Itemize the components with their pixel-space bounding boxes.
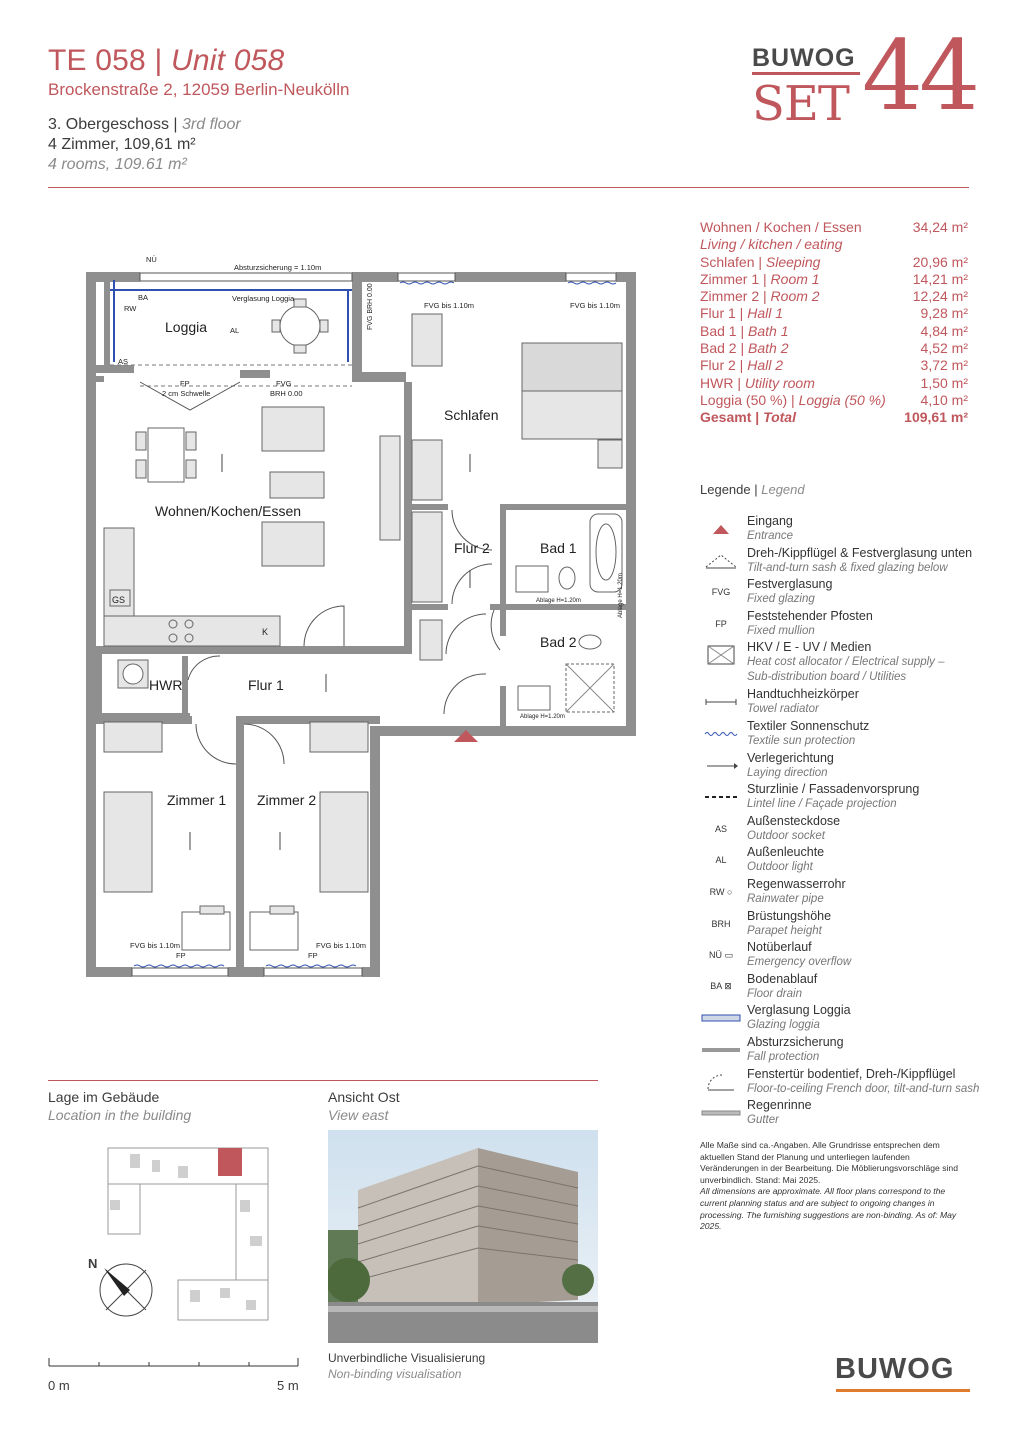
room-schlafen: Schlafen [444,407,499,423]
label-schwelle: 2 cm Schwelle [162,389,211,398]
legend-item [700,1035,980,1067]
north-label: N [88,1256,98,1271]
visualisation-caption-en: Non-binding visualisation [328,1367,462,1381]
area-label-de: Wohnen / Kochen / Essen [700,219,862,235]
area-label-en: Sleeping [765,253,821,270]
glazing-loggia-icon [700,1005,742,1031]
french-door-icon [700,1069,742,1095]
area-value: 14,21 m² [912,270,968,287]
legend-item [700,1067,980,1099]
room-loggia: Loggia [165,319,208,335]
room-bad2: Bad 2 [540,634,577,650]
legend-label-en: Textile sun protection [747,734,856,747]
area-total-label: Gesamt | Total [700,409,796,426]
room-zimmer2: Zimmer 2 [257,792,317,808]
legend-label-en: Outdoor socket [747,829,825,842]
label-ba: BA [138,293,149,302]
title-separator: | [145,44,172,77]
legend-label-en: Lintel line / Façade projection [747,798,897,811]
legend-label-de: Außenleuchte [747,845,825,860]
legend-title: Legende | Legend [700,482,805,497]
area-label: Zimmer 2 | Room 2 [700,288,820,305]
legend-label-de: Bodenablauf [747,971,818,986]
legend-label-de: Notüberlauf [747,940,812,955]
building-visualisation [328,1130,598,1343]
area-value: 4,84 m² [920,322,968,339]
legend-abbrev: AL [715,855,727,866]
area-value: 9,28 m² [920,305,968,322]
gutter-icon [700,1100,742,1126]
legend-label-en: Outdoor light [747,861,813,874]
room-hwr: HWR [149,677,183,693]
area-label: HWR | Utility room [700,374,815,391]
area-label-en: Utility room [744,374,815,391]
footer-logo-underline [836,1389,970,1392]
area-label: Bad 2 | Bath 2 [700,340,789,357]
scale-end: 5 m [277,1378,299,1393]
legend-label-en: Laying direction [747,766,828,779]
floor-de: 3. Obergeschoss [48,116,169,133]
area-label-en: Room 2 [770,288,820,305]
legend-label-de: Handtuchheizkörper [747,687,859,702]
legend-label-de: Absturzsicherung [747,1034,844,1049]
legend-abbrev: RW ○ [709,886,733,897]
label-fp-zimmer1: FP [176,951,186,960]
area-label: Bad 1 | Bath 1 [700,322,789,339]
room-flur2: Flur 2 [454,540,490,556]
label-rw: RW [124,304,137,313]
area-label-en: Loggia (50 %) [798,391,886,408]
disclaimer-en: All dimensions are approximate. All floor plans correspond to the current planning status and are subject to ongoing changes in processing. The furnishing suggestions are non-binding. As of: May 2025. [700,1186,957,1232]
unit-location-highlight [218,1148,242,1176]
label-absturz: Absturzsicherung = 1.10m [234,263,322,272]
area-label-en: Bath 2 [748,340,789,357]
legend-label-en: Emergency overflow [747,956,852,969]
area-label-en: Room 1 [770,270,820,287]
unit-code: TE 058 [48,44,146,77]
label-al: AL [230,326,240,335]
visualisation-caption-de: Unverbindliche Visualisierung [328,1351,486,1365]
area-label: Schlafen | Sleeping [700,253,821,270]
total-en: Total [763,409,796,426]
legend-label-en: Fixed mullion [747,624,815,637]
label-verglasung: Verglasung Loggia [232,294,295,303]
scale-start: 0 m [48,1378,70,1393]
legend-label-en: Fixed glazing [747,593,815,606]
label-k: K [262,627,269,637]
label-brh: BRH 0.00 [270,389,303,398]
label-fvg-brh-vertical: FVG BRH 0.00 [367,283,374,330]
legend-label-de: Festverglasung [747,577,833,592]
legend-label-en: Floor drain [747,987,802,1000]
logo-number: 44 [862,20,977,132]
legend-label-de: HKV / E - UV / Medien [747,640,872,655]
label-fp: FP [180,379,190,388]
total-de: Gesamt [700,409,752,426]
label-ablage-bad2: Ablage H=1.20m [520,714,565,720]
legend-abbrev: BRH [711,918,731,929]
floor-en: 3rd floor [182,116,241,133]
legend-label-de: Brüstungshöhe [747,908,832,923]
room-zimmer1: Zimmer 1 [167,792,227,808]
room-wohnen: Wohnen/Kochen/Essen [155,503,302,519]
area-value: 4,10 m² [920,391,968,408]
area-value: 20,96 m² [912,253,968,270]
legend-abbrev: FP [715,618,727,629]
label-nu: NÜ [146,255,157,264]
legend-label-de: Textiler Sonnenschutz [747,718,870,733]
legend-title-en: Legend [761,482,805,497]
legend-label-de: Fenstertür bodentief, Dreh-/Kippflügel [747,1066,956,1081]
address: Brockenstraße 2, 12059 Berlin-Neukölln [48,80,350,99]
area-label-de: Zimmer 2 [700,288,760,305]
legend-label-de: Eingang [747,514,793,528]
label-fvg-schlafen-a: FVG bis 1.10m [424,301,475,310]
area-label: Flur 1 | Hall 1 [700,305,784,322]
legend-label-de: Verlegerichtung [747,750,834,765]
legend-label-de: Sturzlinie / Fassadenvorsprung [747,782,920,797]
view-title-en: View east [328,1107,389,1123]
view-title-de: Ansicht Ost [328,1089,400,1105]
legend-abbrev: FVG [711,587,731,598]
label-ablage-vertical: Ablage H=1.20m [618,573,624,618]
label-fvg-schlafen-b: FVG bis 1.10m [570,301,621,310]
fall-protection-icon [700,1037,742,1063]
legend-label-de: Regenwasserrohr [747,876,846,891]
legend-label-en: Entrance [747,530,794,542]
legend-label-en: Heat cost allocator / Electrical supply – [747,656,945,669]
label-fp-zimmer2: FP [308,951,318,960]
area-label-de: Schlafen [700,253,755,270]
scale-bar [48,1352,304,1372]
label-ablage-bad1: Ablage H=1.20m [536,598,581,604]
unit-en: Unit 058 [171,44,285,77]
area-value: 12,24 m² [912,288,968,305]
legend-item [700,1098,980,1130]
area-label-de: HWR [700,374,734,391]
legend-label-en: Fall protection [747,1050,820,1063]
area-label-de: Loggia (50 %) [700,391,788,408]
location-title-en: Location in the building [48,1107,192,1123]
legend-label-de: Feststehender Pfosten [747,608,873,623]
legend-label-de: Dreh-/Kippflügel & Festverglasung unten [747,545,973,560]
area-label-en: Hall 2 [747,357,784,374]
label-fvg-zimmer2: FVG bis 1.10m [316,941,367,950]
area-label: Flur 2 | Hall 2 [700,357,784,374]
footer-logo: BUWOG [835,1353,955,1385]
disclaimer-de: Alle Maße sind ca.-Angaben. Alle Grundrisse entsprechen dem aktuellen Stand der Planung und unterliegen laufenden Veränderungen in der Bearbeitung. Die Möblierungsvorschläge sind unverbindlich. Stand: Mai 2025. [700,1140,958,1185]
legend-label-de: Verglasung Loggia [747,1003,851,1018]
legend-label-en: Floor-to-ceiling French door, tilt-and-turn sash [747,1082,980,1095]
label-fvg-zimmer1: FVG bis 1.10m [130,941,181,950]
total-value: 109,61 m² [904,409,968,426]
area-label-de: Flur 2 [700,357,736,374]
label-as: AS [118,357,129,366]
legend-label-en: Glazing loggia [747,1019,820,1032]
legend-abbrev: AS [714,823,727,834]
legend-abbrev: NÜ ▭ [708,949,733,960]
area-value: 1,50 m² [920,374,968,391]
legend-label-en: Rainwater pipe [747,892,824,905]
area-label: Loggia (50 %) | Loggia (50 %) [700,391,886,408]
area-label-en: Hall 1 [747,305,784,322]
legend-label-en: Parapet height [747,924,822,937]
label-gs: GS [112,595,126,605]
legend-label-de: Außensteckdose [747,813,841,828]
room-bad1: Bad 1 [540,540,577,556]
legend-label-en: Tilt-and-turn sash & fixed glazing below [747,561,948,574]
area-label-de: Zimmer 1 [700,270,760,287]
floor-info: 3. Obergeschoss | 3rd floor [48,116,241,133]
area-value: 3,72 m² [920,357,968,374]
legend-abbrev: BA ⊠ [710,981,732,992]
logo-brand: BUWOG [752,44,856,72]
legend-title-de: Legende [700,482,751,497]
area-label-de: Flur 1 [700,305,736,322]
area-label-de: Bad 1 [700,322,737,339]
room-flur1: Flur 1 [248,677,284,693]
north-arrow [100,1264,152,1316]
logo-set: SET [752,76,849,132]
lintel-lines [110,365,352,386]
bottom-divider [48,1080,598,1081]
location-key-plan [90,1140,290,1340]
legend-label-en: Gutter [747,1114,779,1127]
area-label-en: Living / kitchen / eating [700,236,843,253]
area-label-en: Bath 1 [748,322,789,339]
rooms-en: 4 rooms, 109.61 m² [48,156,187,173]
legend-label-de: Regenrinne [747,1098,812,1113]
location-title-de: Lage im Gebäude [48,1089,160,1105]
rooms-de: 4 Zimmer, 109,61 m² [48,136,196,153]
legend-item [700,1003,980,1035]
area-label-de: Bad 2 [700,340,737,357]
legend-label-en: Towel radiator [747,703,819,716]
disclaimer [700,1140,970,1233]
area-value: 4,52 m² [920,340,968,357]
label-fvg: FVG [276,379,292,388]
area-label: Zimmer 1 | Room 1 [700,270,820,287]
legend-label-en-line2: Sub-distribution board / Utilities [747,671,907,684]
area-value: 34,24 m² [912,219,968,235]
